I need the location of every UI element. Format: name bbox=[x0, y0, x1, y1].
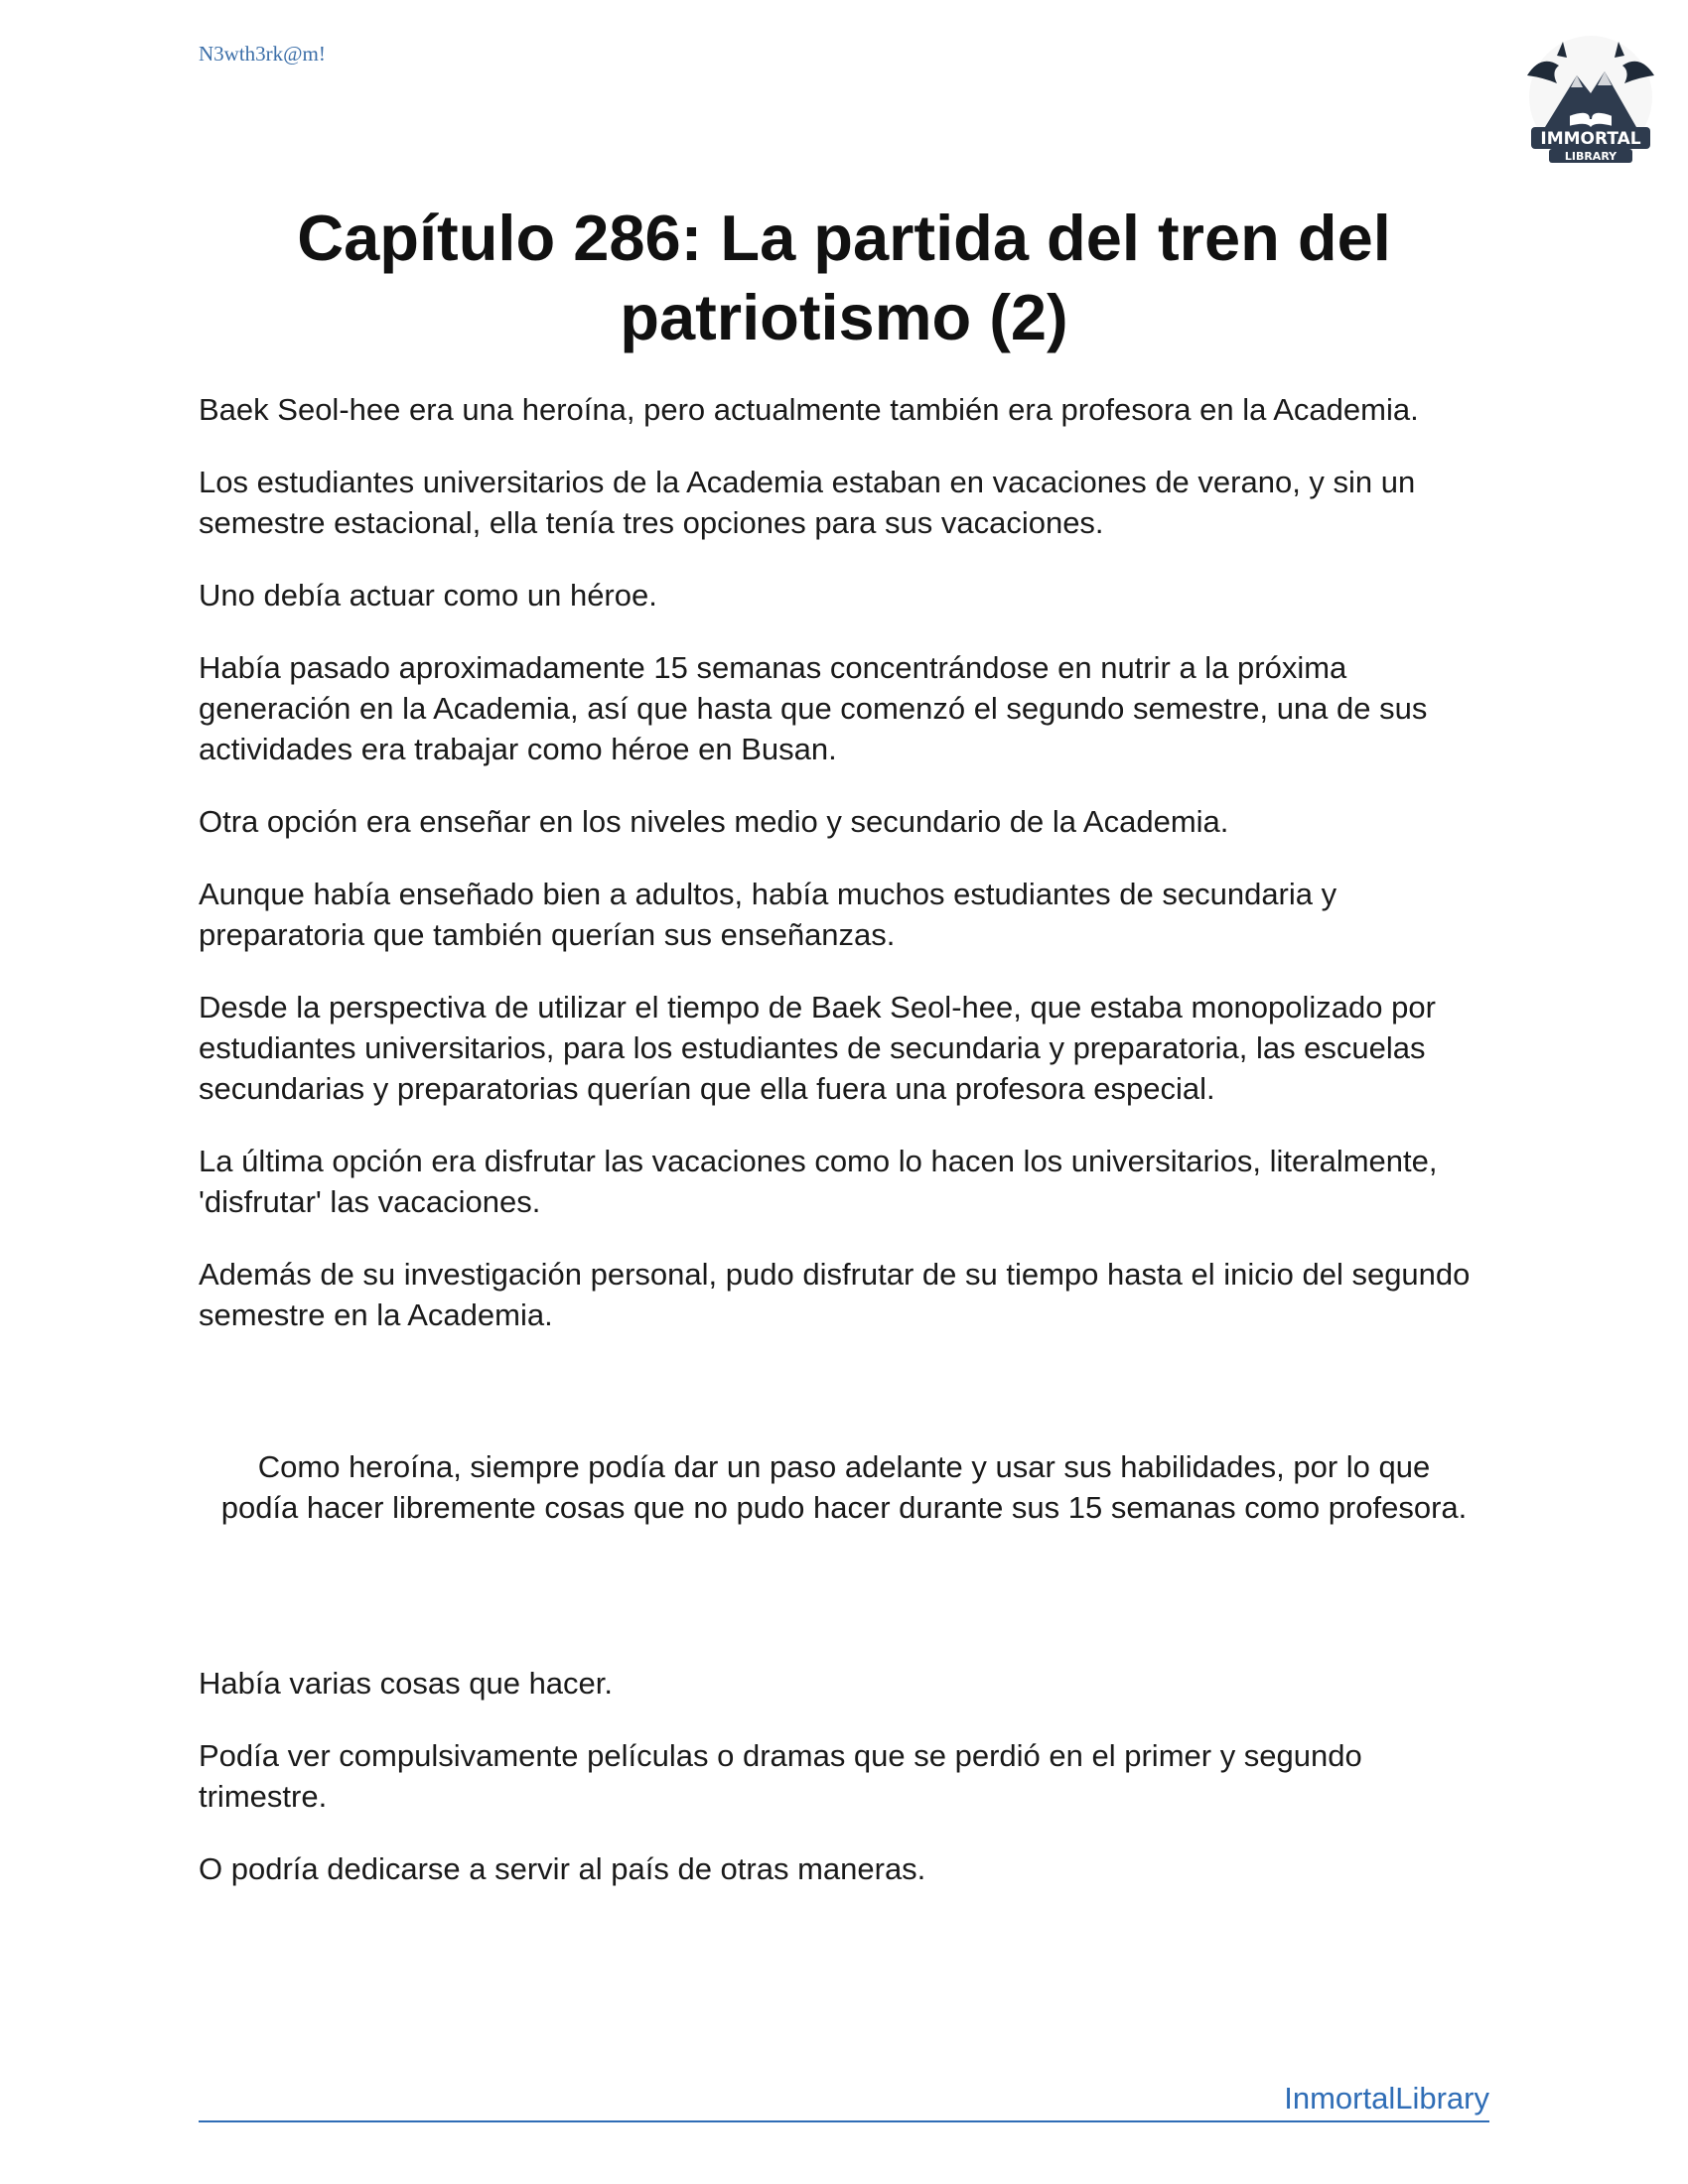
paragraph: Había varias cosas que hacer. bbox=[199, 1666, 614, 1701]
paragraph: Los estudiantes universitarios de la Academia estaban en vacaciones de verano, y sin un semestre estacional, ella tenía tres opciones para sus vacaciones. bbox=[199, 465, 1416, 540]
immortal-library-logo bbox=[1517, 36, 1664, 165]
paragraph: Uno debía actuar como un héroe. bbox=[199, 578, 657, 613]
spacer bbox=[199, 1367, 1489, 1446]
paragraph: La última opción era disfrutar las vacaciones como lo hacen los universitarios, literalmente, 'disfrutar' las vacaciones. bbox=[199, 1144, 1438, 1219]
paragraph: Otra opción era enseñar en los niveles medio y secundario de la Academia. bbox=[199, 804, 1229, 839]
dragon-logo-icon bbox=[1517, 36, 1664, 165]
spacer bbox=[199, 1528, 1489, 1663]
logo-line1: IMMORTAL bbox=[1540, 129, 1641, 149]
centered-paragraph: Como heroína, siempre podía dar un paso adelante y usar sus habilidades, por lo que podía hacer libremente cosas que no pudo hacer durante sus 15 semanas como profesora. bbox=[220, 1449, 1468, 1525]
document-body bbox=[199, 389, 1489, 1921]
chapter-title: Capítulo 286: La partida del tren del patriotismo (2) bbox=[297, 202, 1391, 353]
paragraph: Había pasado aproximadamente 15 semanas concentrándose en nutrir a la próxima generación en la Academia, así que hasta que comenzó el segundo semestre, una de sus actividades era trabajar como héroe en Busan. bbox=[199, 650, 1428, 766]
watermark-text: N3wth3rk@m! bbox=[199, 42, 326, 66]
paragraph: Desde la perspectiva de utilizar el tiempo de Baek Seol-hee, que estaba monopolizado por estudiantes universitarios, para los estudiantes de secundaria y preparatoria, las escuelas secundarias y preparatorias querían que ella fuera una profesora especial. bbox=[199, 990, 1436, 1106]
logo-line2: LIBRARY bbox=[1564, 150, 1618, 163]
footer-link-text[interactable]: InmortalLibrary bbox=[1284, 2081, 1489, 2116]
paragraph: Podía ver compulsivamente películas o dramas que se perdió en el primer y segundo trimestre. bbox=[199, 1738, 1362, 1814]
paragraph: Baek Seol-hee era una heroína, pero actualmente también era profesora en la Academia. bbox=[199, 392, 1419, 427]
footer-link[interactable] bbox=[199, 2077, 1489, 2122]
paragraph: Además de su investigación personal, pudo disfrutar de su tiempo hasta el inicio del segundo semestre en la Academia. bbox=[199, 1257, 1471, 1332]
paragraph: O podría dedicarse a servir al país de otras maneras. bbox=[199, 1851, 926, 1886]
paragraph: Aunque había enseñado bien a adultos, había muchos estudiantes de secundaria y preparatoria que también querían sus enseñanzas. bbox=[199, 877, 1337, 952]
